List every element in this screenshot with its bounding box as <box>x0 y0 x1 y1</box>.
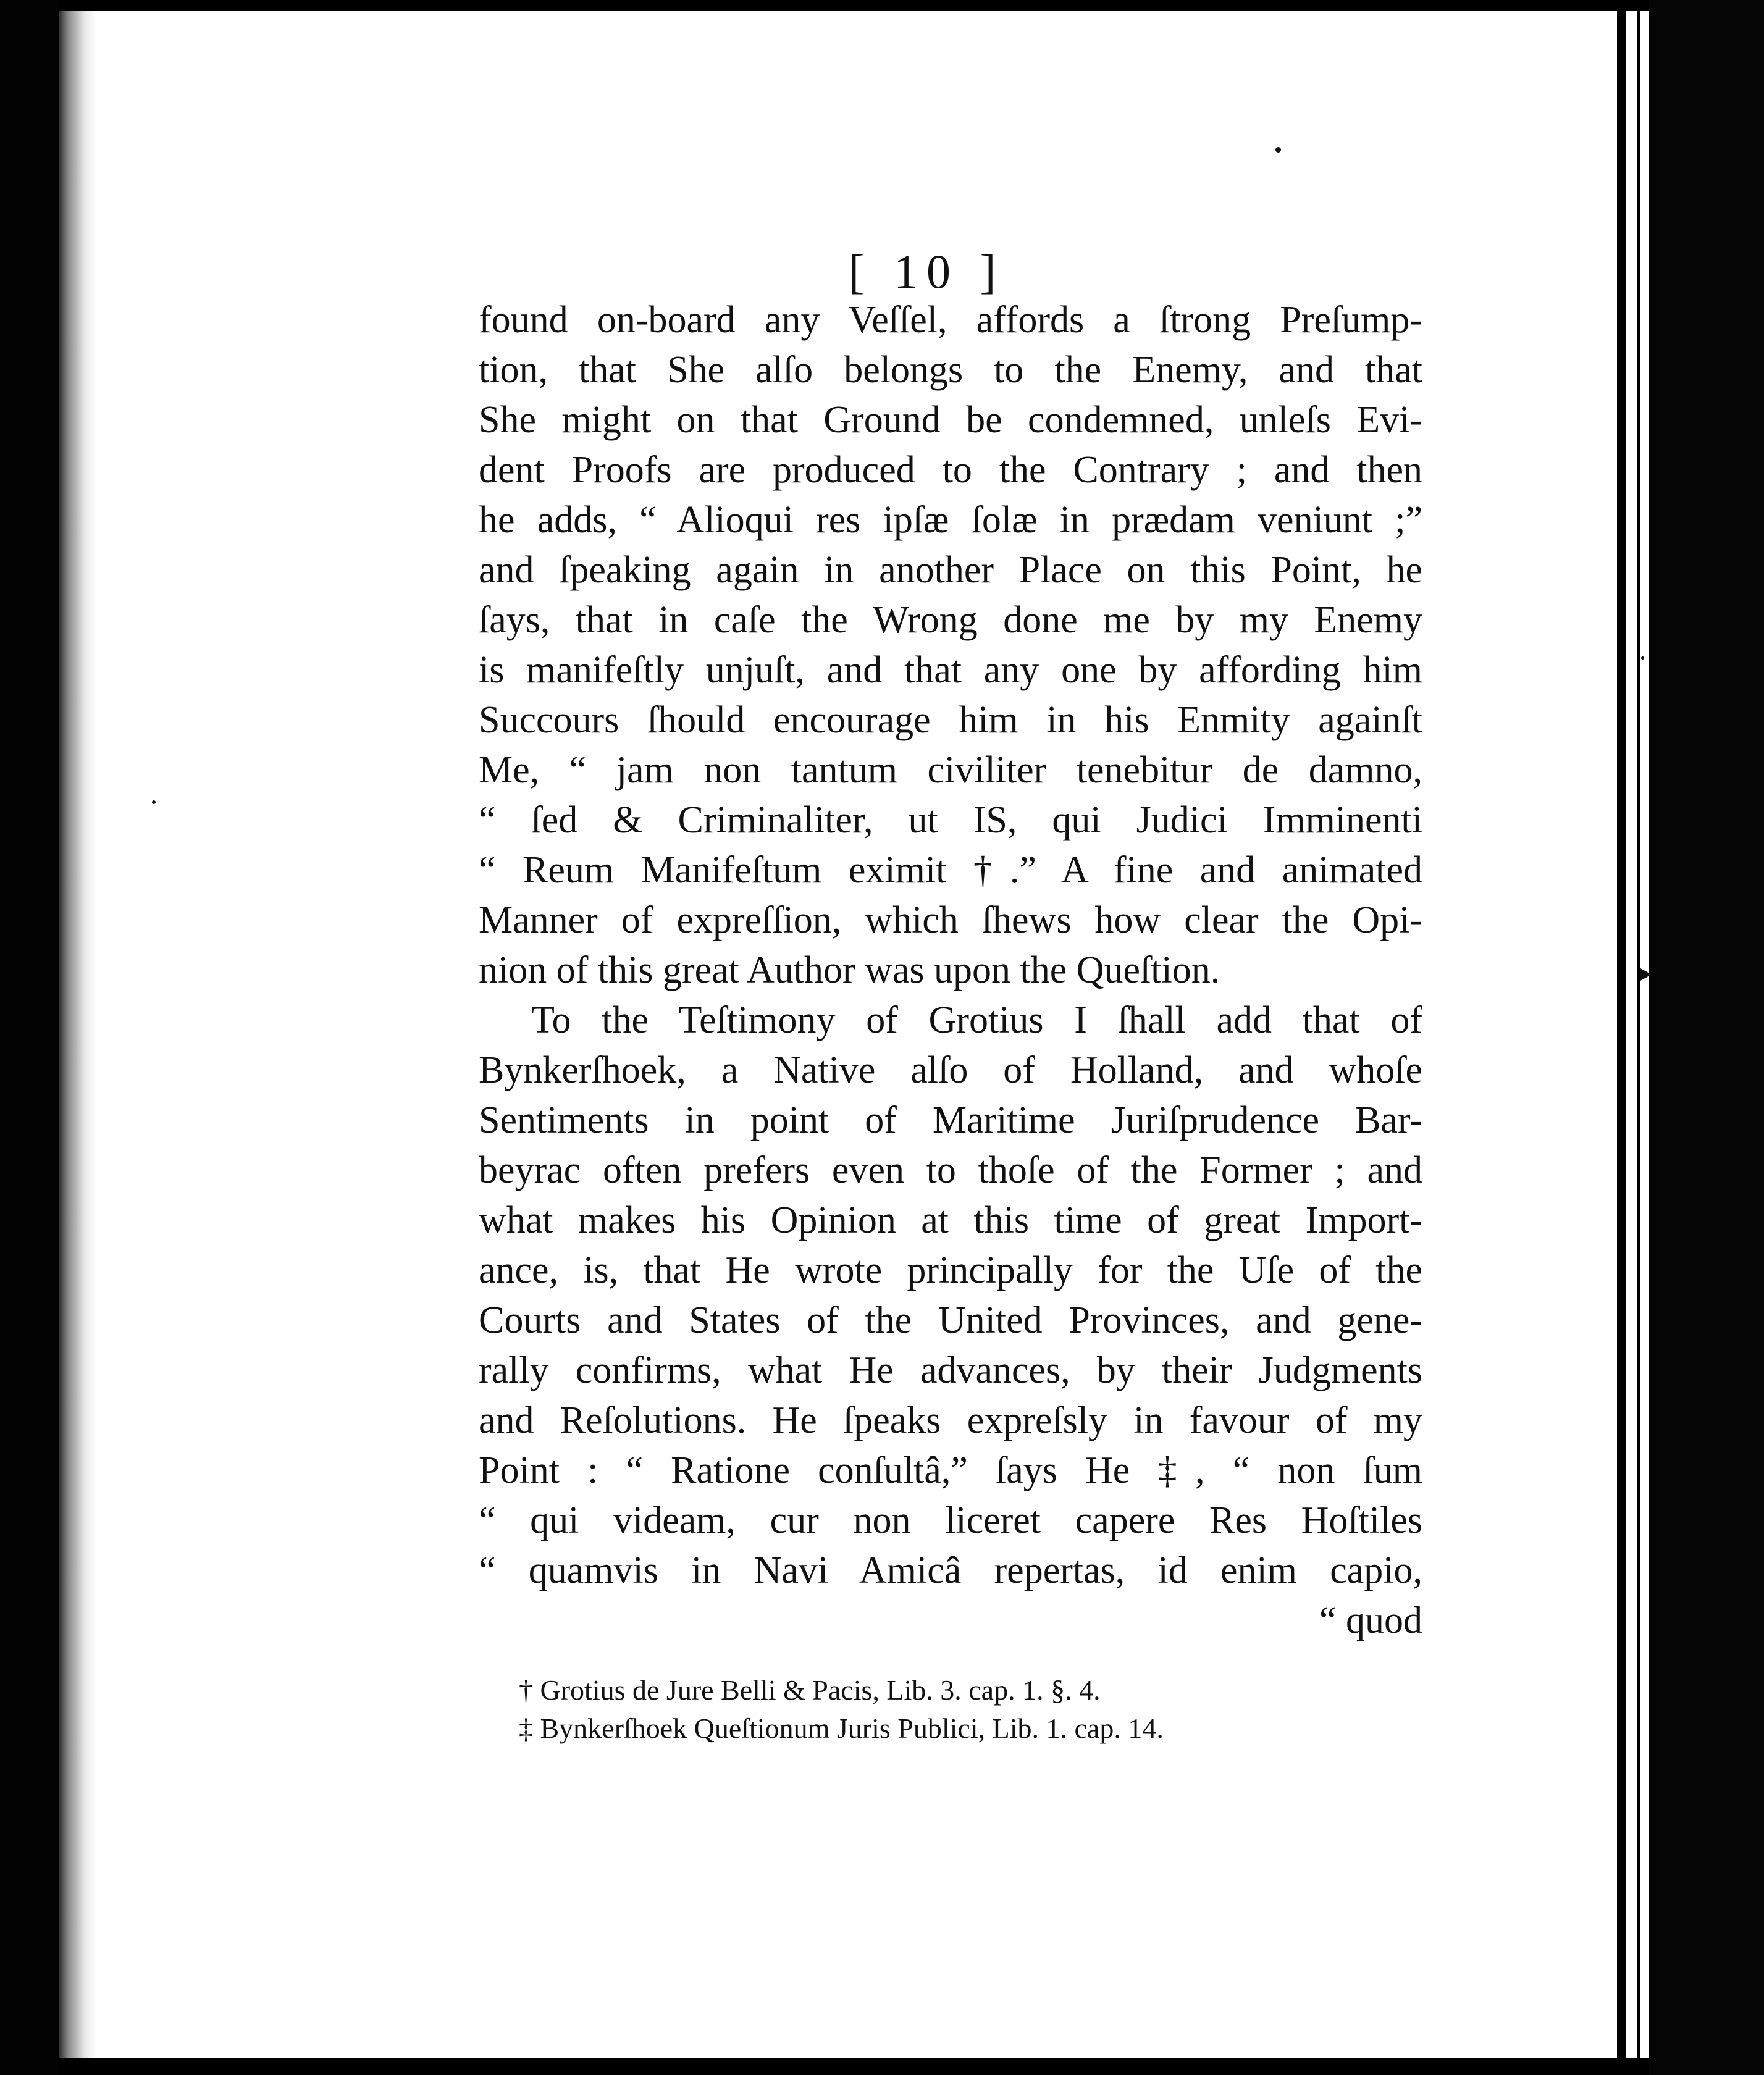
text-line: To the Teſtimony of Grotius I ſhall add that of <box>531 999 1422 1041</box>
ink-speck <box>1275 147 1281 153</box>
page-edge-line <box>1617 11 1626 2058</box>
text-line: he adds, “ Alioqui res ipſæ ſolæ in prædam veniunt ;” <box>479 499 1422 541</box>
text-line: found on-board any Veſſel, affords a ſtrong Preſump- <box>479 299 1422 341</box>
next-page-edge <box>1626 11 1637 2058</box>
text-line: Bynkerſhoek, a Native alſo of Holland, and whoſe <box>479 1049 1422 1091</box>
text-line: Me, “ jam non tantum civiliter tenebitur de damno, <box>479 749 1422 791</box>
text-line: “ Reum Manifeſtum eximit †.” A fine and animated <box>479 849 1422 891</box>
text-line: Sentiments in point of Maritime Juriſprudence Bar- <box>479 1099 1422 1141</box>
text-line: “ qui videam, cur non liceret capere Res Hoſtiles <box>479 1499 1422 1541</box>
text-line: She might on that Ground be condemned, unleſs Evi- <box>479 399 1422 441</box>
ink-speck <box>1641 656 1644 660</box>
body-text <box>479 295 1422 1646</box>
text-line: and ſpeaking again in another Place on this Point, he <box>479 549 1422 591</box>
footnotes <box>519 1671 1322 1748</box>
page-number: [ 10 ] <box>848 245 1005 298</box>
text-line: “ quamvis in Navi Amicâ repertas, id enim capio, <box>479 1549 1422 1591</box>
text-line: Manner of expreſſion, which ſhews how clear the Opi- <box>479 899 1422 941</box>
text-line: and Reſolutions. He ſpeaks expreſsly in favour of my <box>479 1399 1422 1441</box>
ink-speck <box>152 800 156 804</box>
footnote-dagger: † Grotius de Jure Belli & Pacis, Lib. 3. cap. 1. §. 4. <box>519 1674 1101 1706</box>
text-line: ance, is, that He wrote principally for the Uſe of the <box>479 1249 1422 1291</box>
page-edge-line-outer <box>1637 11 1640 2058</box>
text-line: tion, that She alſo belongs to the Enemy, and that <box>479 349 1422 391</box>
text-line: beyrac often prefers even to thoſe of the Former ; and <box>479 1149 1422 1191</box>
catchword: “ quod <box>1319 1599 1422 1641</box>
text-line: Courts and States of the United Provinces, and gene- <box>479 1299 1422 1341</box>
scan-border-right <box>1649 0 1764 2075</box>
margin-arrow-mark <box>1640 968 1652 981</box>
text-line: “ ſed & Criminaliter, ut IS, qui Judici Imminenti <box>479 799 1422 841</box>
text-line: what makes his Opinion at this time of great Import- <box>479 1199 1422 1241</box>
text-line: dent Proofs are produced to the Contrary ; and then <box>479 449 1422 491</box>
text-line: is manifeſtly unjuſt, and that any one by affording him <box>479 649 1422 691</box>
text-line: Point : “ Ratione conſultâ,” ſays He ‡, “ non ſum <box>479 1449 1422 1491</box>
text-line: ſays, that in caſe the Wrong done me by my Enemy <box>479 599 1422 641</box>
text-line: rally confirms, what He advances, by their Judgments <box>479 1349 1422 1391</box>
footnote-double-dagger: ‡ Bynkerſhoek Queſtionum Juris Publici, Lib. 1. cap. 14. <box>519 1712 1164 1744</box>
text-line: Succours ſhould encourage him in his Enmity againſt <box>479 699 1422 741</box>
page-gutter-shadow <box>59 11 96 2058</box>
text-line: nion of this great Author was upon the Queſtion. <box>479 949 1220 991</box>
scan-border-left <box>0 0 59 2075</box>
